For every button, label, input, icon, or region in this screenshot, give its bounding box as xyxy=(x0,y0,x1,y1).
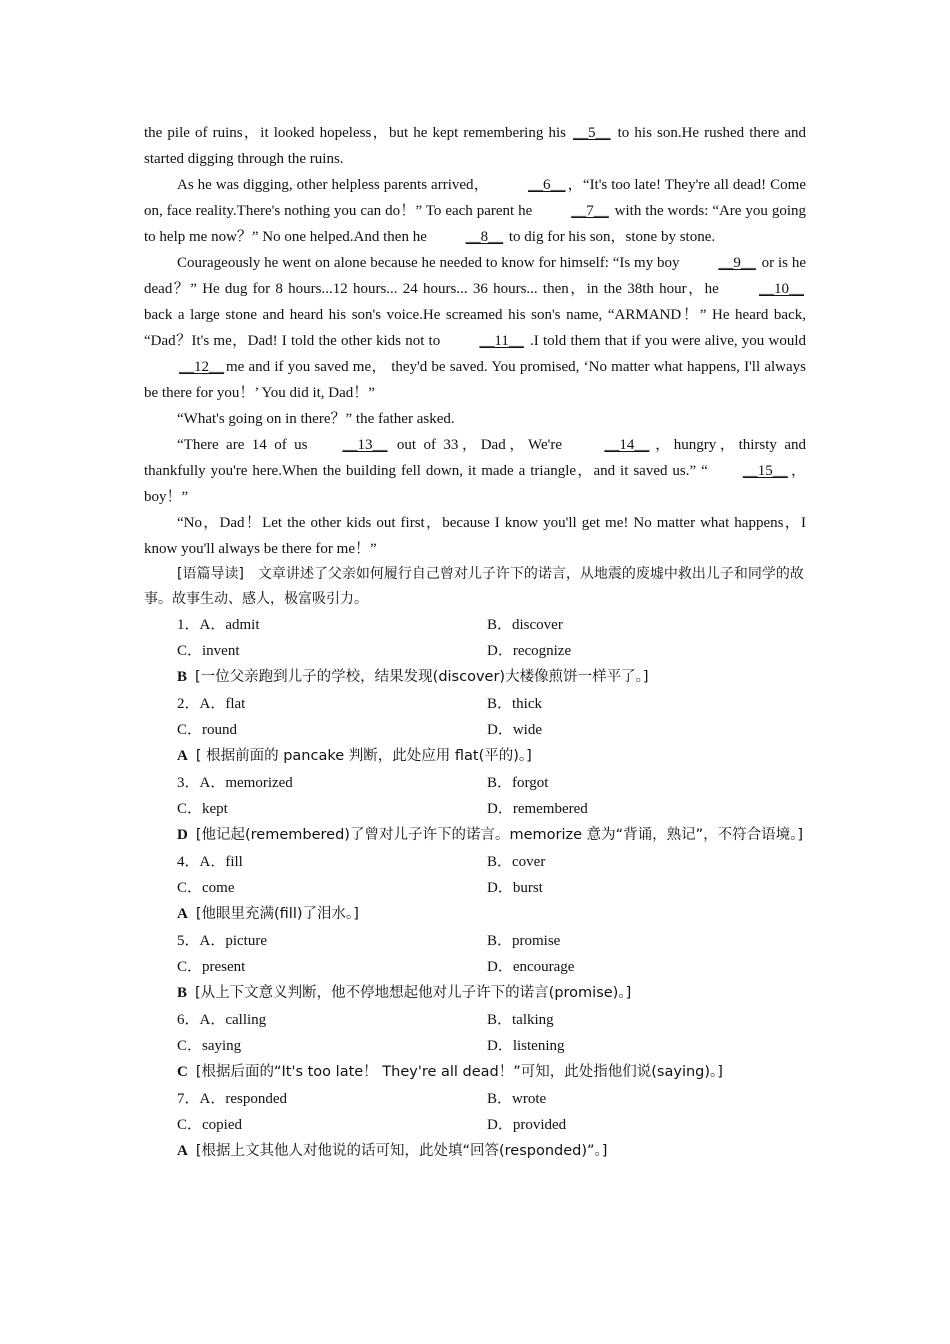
answer-note: [他眼里充满(fill)了泪水。] xyxy=(195,906,359,922)
option-d: D．burst xyxy=(487,880,543,896)
answer-explanation xyxy=(144,822,806,849)
answer-note: [他记起(remembered)了曾对儿子许下的诺言。memorize 意为“背诵，熟记”，不符合语境。] xyxy=(195,827,804,843)
option-c: C．saying xyxy=(177,1038,242,1054)
text: ，hungry，thirsty and thankfully you're here.When the building fell down, it made a triangle，and it saved us.” “ xyxy=(144,437,806,479)
guide-text: 文章讲述了父亲如何履行自己曾对儿子许下的诺言，从地震的废墟中救出儿子和同学的故事。故事生动、感人，极富吸引力。 xyxy=(144,566,804,607)
text: “There are 14 of us xyxy=(177,437,308,453)
option-d: D．remembered xyxy=(487,801,588,817)
answer-explanation xyxy=(144,1138,806,1165)
passage-paragraph-4: “What's going on in there？” the father asked. xyxy=(177,411,455,427)
option-d: D．recognize xyxy=(487,643,572,659)
blank-6: __6__ xyxy=(527,177,566,193)
answer-explanation xyxy=(144,664,806,691)
text: or is he dead？” He dug for 8 hours...12 hours... 24 hours... 36 hours... then，in the 38th hour，he xyxy=(144,255,806,297)
answer-explanation xyxy=(144,743,806,770)
text: ，“It's too late! They're all dead! Come on, face reality.There's nothing you can do！” To each parent he xyxy=(144,177,806,219)
blank-10: __10__ xyxy=(759,281,804,297)
question-6 xyxy=(144,1007,806,1086)
answer-explanation xyxy=(144,1059,806,1086)
text: to dig for his son，stone by stone. xyxy=(505,229,716,245)
text: out of 33，Dad，We're xyxy=(389,437,570,453)
answer-key: A xyxy=(177,1143,188,1159)
answer-note: [ 根据前面的 pancake 判断，此处应用 flat(平的)。] xyxy=(195,748,532,764)
question-5 xyxy=(144,928,806,1007)
blank-12: __12__ xyxy=(179,359,224,375)
answer-key: C xyxy=(177,1064,188,1080)
option-c: C．invent xyxy=(177,643,240,659)
option-b: B．cover xyxy=(487,854,546,870)
answer-note: [一位父亲跑到儿子的学校，结果发现(discover)大楼像煎饼一样平了。] xyxy=(195,669,649,685)
option-b: B．talking xyxy=(487,1012,554,1028)
passage-paragraph-2 xyxy=(144,172,806,250)
answer-explanation xyxy=(144,901,806,928)
option-b: B．forgot xyxy=(487,775,549,791)
option-d: D．encourage xyxy=(487,959,575,975)
option-a: 3．A．memorized xyxy=(177,775,293,791)
question-2 xyxy=(144,691,806,770)
answer-note: [根据后面的“It's too late！ They're all dead！”可知，此处指他们说(saying)。] xyxy=(195,1064,723,1080)
blank-15: __15__ xyxy=(742,463,788,479)
option-d: D．listening xyxy=(487,1038,565,1054)
answer-key: D xyxy=(177,827,188,843)
passage-guide xyxy=(144,562,806,612)
text: me and if you saved me， they'd be saved. You promised, ‘No matter what happens, I'll always be there for you！’ You did it, Dad！” xyxy=(144,359,806,401)
option-a: 7．A．responded xyxy=(177,1091,287,1107)
option-c: C．round xyxy=(177,722,238,738)
blank-14: __14__ xyxy=(604,437,650,453)
answer-key: B xyxy=(177,669,188,685)
passage-paragraph-6: “No，Dad！Let the other kids out first，because I know you'll get me! No matter what happens，I know you'll always be there for me！” xyxy=(144,515,806,557)
option-a: 1．A．admit xyxy=(177,617,260,633)
option-a: 6．A．calling xyxy=(177,1012,267,1028)
text: As he was digging, other helpless parents arrived， xyxy=(177,177,493,193)
option-d: D．provided xyxy=(487,1117,567,1133)
text: ，boy！” xyxy=(144,463,806,505)
passage-paragraph-5 xyxy=(144,432,806,510)
blank-7: __7__ xyxy=(571,203,609,219)
text: Courageously he went on alone because he needed to know for himself: “Is my boy xyxy=(177,255,684,271)
question-4 xyxy=(144,849,806,928)
document-page xyxy=(144,120,806,1165)
option-a: 4．A．fill xyxy=(177,854,243,870)
answer-key: A xyxy=(177,906,188,922)
option-d: D．wide xyxy=(487,722,542,738)
passage-paragraph-1 xyxy=(144,120,806,172)
answer-key: B xyxy=(177,985,188,1001)
option-b: B．thick xyxy=(487,696,542,712)
question-3 xyxy=(144,770,806,849)
text: with the words: “Are you going to help me now？” No one helped.And then he xyxy=(144,203,806,245)
blank-11: __11__ xyxy=(479,333,524,349)
option-c: C．kept xyxy=(177,801,228,817)
text: to his son.He rushed there and started digging through the ruins. xyxy=(144,125,806,167)
option-c: C．present xyxy=(177,959,246,975)
answer-note: [根据上文其他人对他说的话可知，此处填“回答(responded)”。] xyxy=(195,1143,608,1159)
question-7 xyxy=(144,1086,806,1165)
option-c: C．come xyxy=(177,880,235,896)
answer-note: [从上下文意义判断，他不停地想起他对儿子许下的诺言(promise)。] xyxy=(195,985,632,1001)
question-1 xyxy=(144,612,806,691)
answer-key: A xyxy=(177,748,188,764)
option-b: B．discover xyxy=(487,617,563,633)
guide-label: [语篇导读] xyxy=(177,566,244,582)
blank-13: __13__ xyxy=(342,437,388,453)
text: back a large stone and heard his son's voice.He screamed his son's name, “ARMAND！” He heard back, “Dad？It's me，Dad! I told the other kids not to xyxy=(144,307,806,349)
text: the pile of ruins，it looked hopeless，but he kept remembering his xyxy=(144,125,572,141)
text: .I told them that if you were alive, you would xyxy=(525,333,806,349)
passage-paragraph-3 xyxy=(144,250,806,406)
option-c: C．copied xyxy=(177,1117,242,1133)
option-a: 5．A．picture xyxy=(177,933,267,949)
blank-5: __5__ xyxy=(573,125,611,141)
option-a: 2．A．flat xyxy=(177,696,246,712)
blank-8: __8__ xyxy=(465,229,504,245)
answer-explanation xyxy=(144,980,806,1007)
blank-9: __9__ xyxy=(718,255,756,271)
option-b: B．wrote xyxy=(487,1091,547,1107)
option-b: B．promise xyxy=(487,933,561,949)
